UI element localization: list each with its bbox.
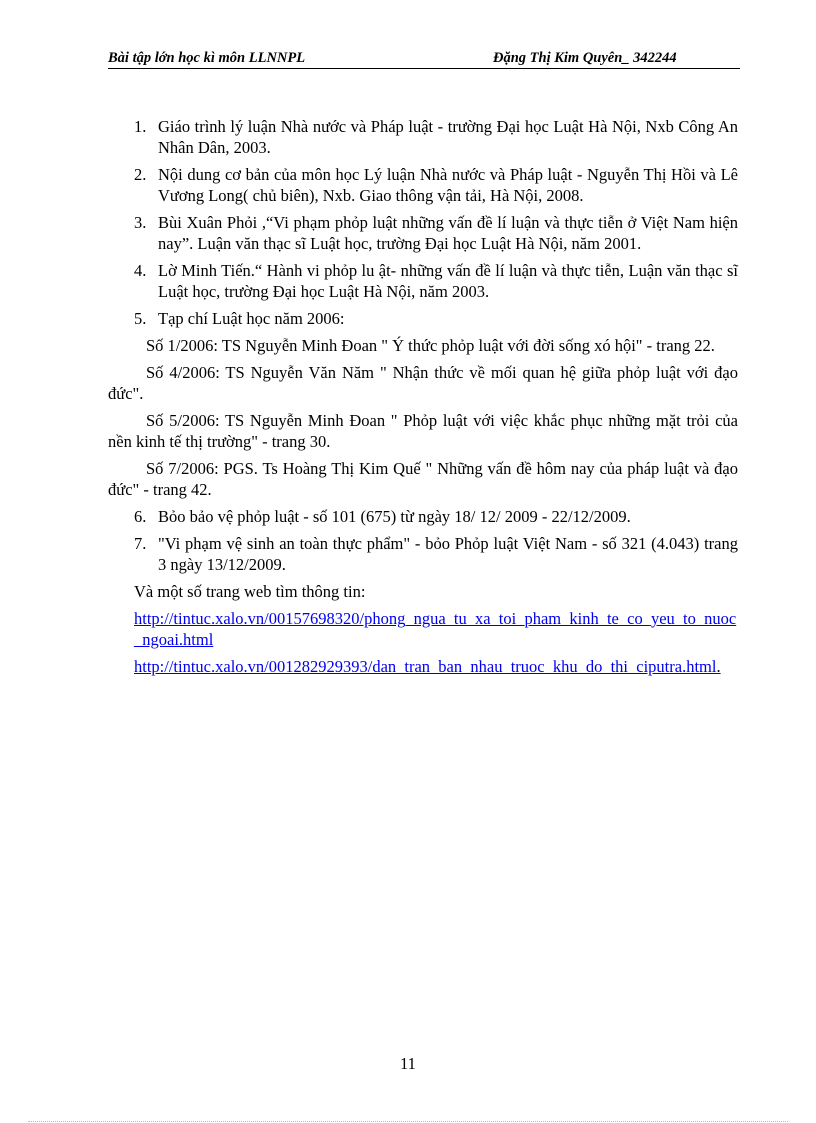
reference-item	[108, 533, 738, 575]
reference-number: 1.	[134, 117, 147, 136]
reference-item	[108, 260, 738, 302]
journal-entry: Số 4/2006: TS Nguyễn Văn Năm " Nhận thức về mối quan hệ giữa phỏp luật với đạo đức".	[108, 363, 738, 403]
reference-number: 5.	[134, 309, 147, 328]
web-link[interactable]	[108, 608, 738, 650]
reference-item	[108, 116, 738, 158]
page-bottom-divider	[28, 1121, 788, 1122]
reference-text: Giáo trình lý luận Nhà nước và Pháp luật - trường Đại học Luật Hà Nội, Nxb Công An Nhân Dân, 2003.	[158, 117, 738, 157]
reference-text: "Vi phạm vệ sinh an toàn thực phẩm" - bỏo Phỏp luật Việt Nam - số 321 (4.043) trang 3 ngày 13/12/2009.	[158, 534, 738, 574]
journal-entry: Số 5/2006: TS Nguyễn Minh Đoan " Phỏp luật với việc khắc phục những mặt trỏi của nền kinh tế thị trường" - trang 30.	[108, 411, 738, 451]
web-link-url[interactable]: http://tintuc.xalo.vn/001282929393/dan_tran_ban_nhau_truoc_khu_do_thi_ciputra.html	[134, 657, 717, 676]
reference-number: 6.	[134, 507, 147, 526]
header-author: Đặng Thị Kim Quyên_ 342244	[493, 50, 677, 66]
web-link-url[interactable]: http://tintuc.xalo.vn/00157698320/phong_ngua_tu_xa_toi_pham_kinh_te_co_yeu_to_nuoc_ngoai.html	[134, 609, 737, 649]
journal-entry: Số 1/2006: TS Nguyễn Minh Đoan " Ý thức phỏp luật với đời sống xó hội" - trang 22.	[146, 336, 715, 355]
reference-number: 2.	[134, 165, 147, 184]
header-course-title: Bài tập lớn học kì môn LLNNPL	[108, 50, 306, 66]
reference-item	[108, 212, 738, 254]
reference-list	[108, 116, 738, 683]
reference-text: Bỏo bảo vệ phỏp luật - số 101 (675) từ ngày 18/ 12/ 2009 - 22/12/2009.	[158, 507, 631, 526]
reference-text: Lờ Minh Tiến.“ Hành vi phỏp lu ật- những vấn đề lí luận và thực tiễn, Luận văn thạc sĩ Luật học, trường Đại học Luật Hà Nội, năm 2003.	[158, 261, 738, 301]
link-trailing-period: .	[716, 657, 721, 676]
web-link[interactable]	[108, 656, 738, 677]
reference-number: 3.	[134, 213, 147, 232]
reference-text: Tạp chí Luật học năm 2006:	[158, 309, 345, 328]
reference-number: 7.	[134, 534, 147, 553]
page-header	[108, 50, 740, 69]
journal-entry: Số 7/2006: PGS. Ts Hoàng Thị Kim Quế " Những vấn đề hôm nay của pháp luật và đạo đức" - trang 42.	[108, 459, 738, 499]
reference-text: Nội dung cơ bản của môn học Lý luận Nhà nước và Pháp luật - Nguyễn Thị Hồi và Lê Vương Long( chủ biên), Nxb. Giao thông vận tải, Hà Nội, 2008.	[158, 165, 738, 205]
reference-text: Bùi Xuân Phỏi ,“Vi phạm phỏp luật những vấn đề lí luận và thực tiễn ở Việt Nam hiện nay”. Luận văn thạc sĩ Luật học, trường Đại học Luật Hà Nội, năm 2001.	[158, 213, 738, 253]
web-sources-intro: Và một số trang web tìm thông tin:	[134, 582, 366, 601]
reference-number: 4.	[134, 261, 147, 280]
reference-item	[108, 506, 738, 527]
reference-item	[108, 308, 738, 329]
reference-item	[108, 164, 738, 206]
page-number: 11	[400, 1054, 416, 1073]
